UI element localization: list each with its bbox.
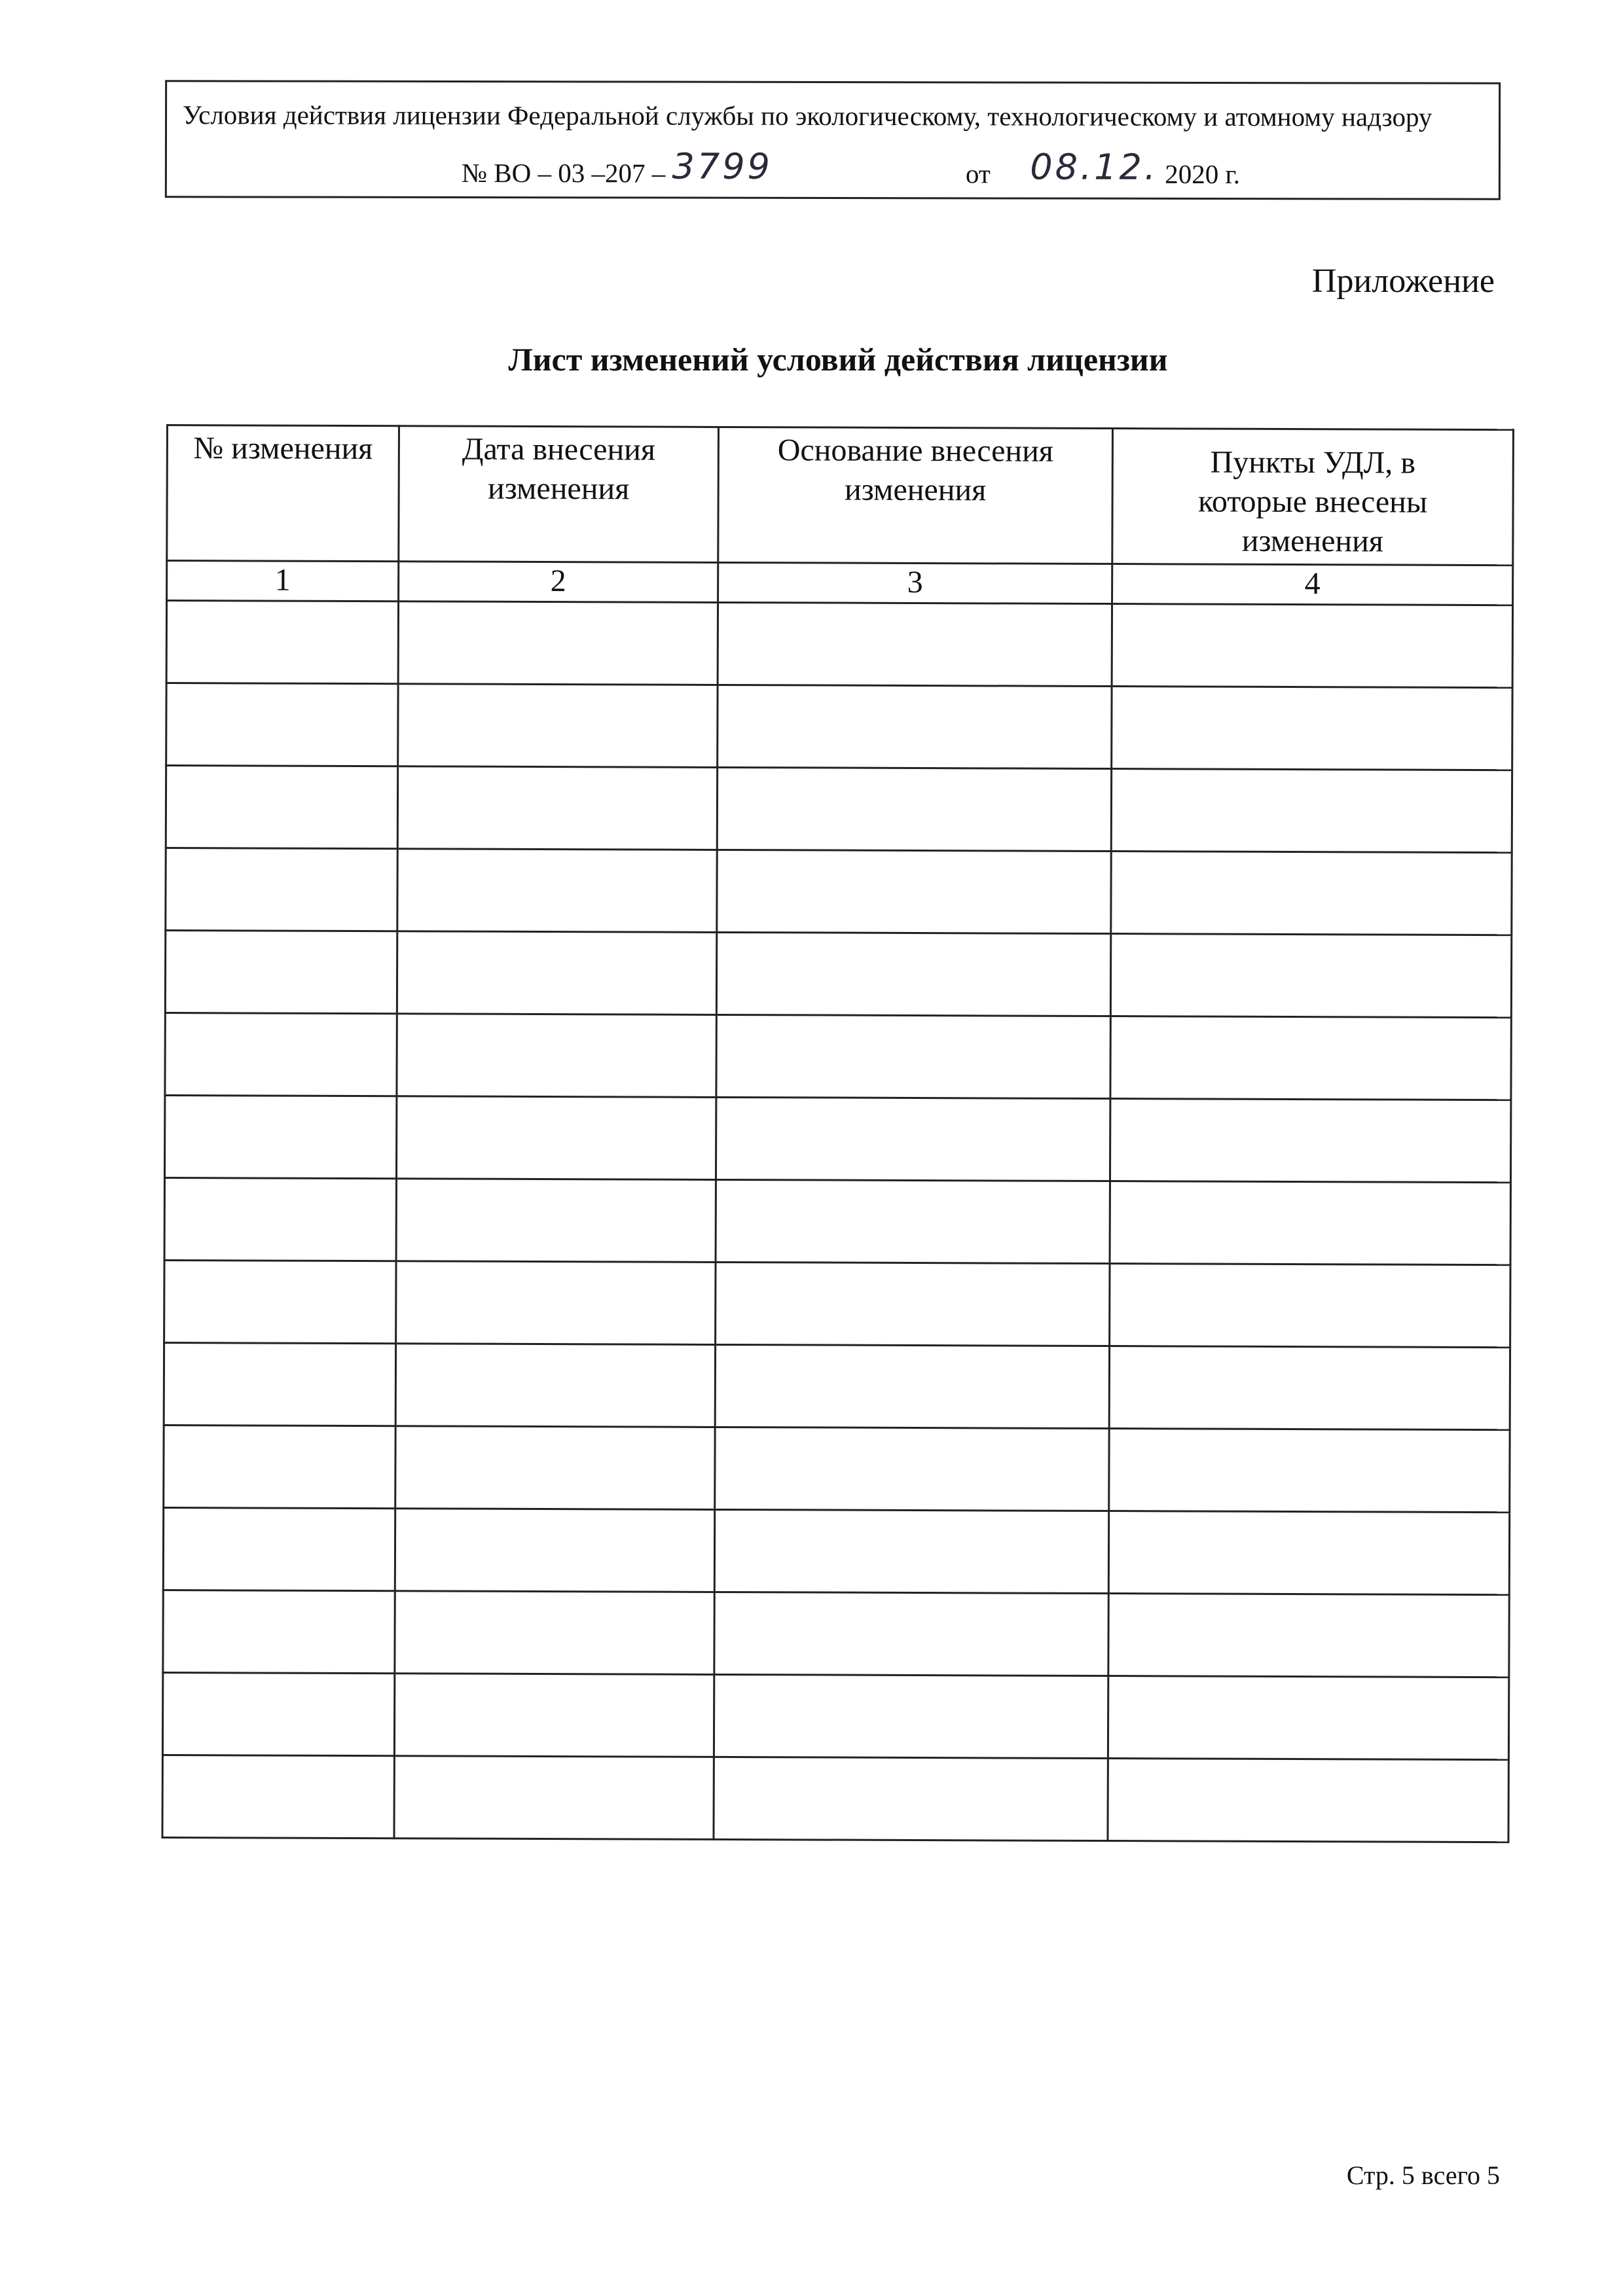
table-cell bbox=[395, 1344, 715, 1427]
table-cell bbox=[395, 1509, 714, 1592]
table-cell bbox=[714, 1509, 1108, 1593]
table-cell bbox=[162, 1672, 394, 1755]
table-cell bbox=[396, 1096, 716, 1180]
table-cell bbox=[398, 601, 718, 685]
table-cell bbox=[714, 1757, 1108, 1840]
license-date-year: 2020 г. bbox=[1165, 158, 1241, 190]
license-conditions-title: Условия действия лицензии Федеральной службы по экологическому, технологическому и атомному надзору bbox=[183, 99, 1432, 132]
table-row bbox=[164, 1425, 1510, 1512]
table-cell bbox=[1111, 852, 1512, 935]
table-cell bbox=[1109, 1346, 1510, 1430]
table-cell bbox=[395, 1426, 715, 1510]
license-date-from-label: от bbox=[965, 158, 991, 189]
table-cell bbox=[1109, 1429, 1510, 1513]
table-cell bbox=[394, 1756, 714, 1840]
changes-table bbox=[161, 424, 1514, 1843]
table-cell bbox=[1112, 687, 1512, 770]
table-cell bbox=[397, 849, 717, 933]
table-row bbox=[166, 848, 1512, 935]
table-cell bbox=[164, 1095, 396, 1178]
table-cell bbox=[397, 766, 717, 850]
table-row bbox=[166, 683, 1512, 770]
table-cell bbox=[166, 683, 398, 766]
table-cell bbox=[164, 1177, 396, 1261]
table-cell bbox=[1110, 1181, 1510, 1265]
table-cell bbox=[394, 1674, 714, 1757]
table-cell bbox=[166, 601, 398, 684]
table-cell bbox=[162, 1755, 394, 1838]
table-cell bbox=[164, 1425, 395, 1508]
table-cell bbox=[1108, 1759, 1508, 1842]
table-cell bbox=[166, 766, 397, 849]
column-number: 2 bbox=[399, 562, 718, 603]
column-header-changed-clauses: Пункты УДЛ, в которые внесены изменения bbox=[1112, 429, 1514, 565]
page-counter: Стр. 5 всего 5 bbox=[1346, 2161, 1500, 2190]
table-cell bbox=[716, 1179, 1110, 1263]
table-row bbox=[165, 931, 1511, 1018]
table-cell bbox=[165, 1013, 397, 1096]
license-number bbox=[461, 145, 773, 191]
table-cell bbox=[715, 1427, 1109, 1511]
license-number-prefix: № ВО – 03 –207 – bbox=[461, 158, 666, 188]
license-header-box bbox=[165, 80, 1501, 200]
column-number-row bbox=[167, 561, 1513, 605]
license-number-handwritten: 3799 bbox=[672, 145, 773, 187]
column-header-change-date: Дата внесения изменения bbox=[399, 426, 719, 563]
table-row bbox=[162, 1755, 1508, 1842]
table-cell bbox=[716, 1014, 1110, 1098]
table-cell bbox=[397, 1014, 716, 1098]
table-cell bbox=[718, 685, 1112, 768]
license-date-handwritten: 08.12. bbox=[1030, 146, 1159, 188]
table-cell bbox=[164, 1342, 395, 1426]
table-cell bbox=[166, 848, 397, 931]
column-header-change-basis: Основание внесения изменения bbox=[718, 427, 1113, 564]
table-row bbox=[164, 1260, 1510, 1347]
table-row bbox=[165, 1013, 1511, 1100]
table-cell bbox=[1110, 1264, 1510, 1348]
table-cell bbox=[397, 931, 716, 1015]
table-cell bbox=[1108, 1676, 1508, 1760]
table-cell bbox=[714, 1674, 1108, 1758]
table-cell bbox=[1108, 1511, 1509, 1595]
table-cell bbox=[1110, 1099, 1510, 1183]
table-cell bbox=[716, 1262, 1110, 1346]
table-row bbox=[163, 1507, 1509, 1594]
table-cell bbox=[163, 1507, 395, 1590]
page-title: Лист изменений условий действия лицензии bbox=[508, 341, 1168, 378]
table-cell bbox=[395, 1591, 714, 1675]
table-row bbox=[163, 1590, 1509, 1677]
license-date bbox=[965, 146, 1241, 192]
table-cell bbox=[718, 602, 1112, 686]
appendix-label: Приложение bbox=[1311, 262, 1495, 300]
table-cell bbox=[717, 767, 1111, 851]
table-cell bbox=[714, 1592, 1108, 1676]
table-cell bbox=[164, 1260, 396, 1343]
table-row bbox=[164, 1342, 1510, 1429]
table-row bbox=[164, 1095, 1510, 1182]
table-row bbox=[164, 1177, 1510, 1265]
table-cell bbox=[398, 684, 718, 768]
table-cell bbox=[396, 1179, 716, 1263]
table-cell bbox=[715, 1344, 1109, 1428]
table-cell bbox=[716, 932, 1110, 1016]
table-cell bbox=[1112, 604, 1512, 688]
table-cell bbox=[165, 931, 397, 1014]
table-cell bbox=[163, 1590, 395, 1673]
table-cell bbox=[717, 850, 1111, 933]
table-cell bbox=[716, 1097, 1110, 1181]
column-number: 4 bbox=[1112, 564, 1513, 605]
table-cell bbox=[1110, 934, 1511, 1018]
table-cell bbox=[396, 1261, 716, 1345]
table-cell bbox=[1110, 1016, 1511, 1100]
column-header-change-number: № изменения bbox=[167, 425, 399, 562]
table-row bbox=[166, 601, 1512, 688]
table-row bbox=[166, 766, 1512, 853]
column-number: 3 bbox=[718, 562, 1112, 603]
table-cell bbox=[1108, 1594, 1509, 1677]
table-cell bbox=[1111, 769, 1512, 853]
table-header-row bbox=[167, 425, 1514, 565]
table-row bbox=[162, 1672, 1508, 1759]
column-number: 1 bbox=[167, 561, 399, 601]
